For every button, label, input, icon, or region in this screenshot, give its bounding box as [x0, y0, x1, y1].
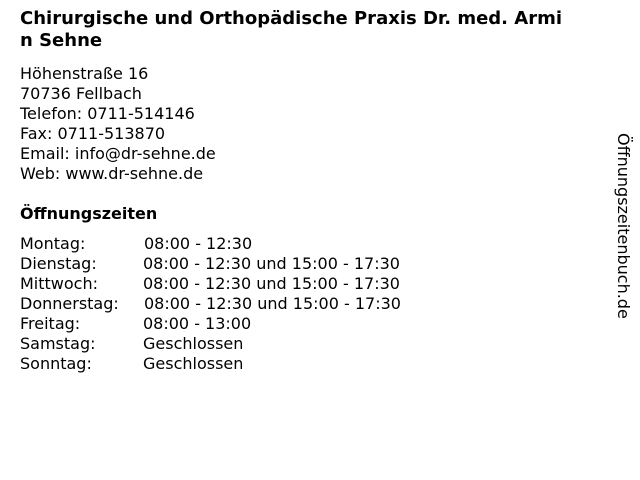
hours-row-saturday: [20, 334, 401, 354]
email: Email: info@dr-sehne.de: [20, 144, 216, 163]
time-value: 08:00 - 12:30: [144, 234, 253, 253]
hours-row-monday: [20, 234, 401, 254]
time-value: Geschlossen: [143, 334, 244, 353]
hours-row-wednesday: [20, 274, 401, 294]
day-label: Samstag:: [20, 334, 96, 353]
hours-row-friday: [20, 314, 401, 334]
hours-row-tuesday: [20, 254, 401, 274]
website: Web: www.dr-sehne.de: [20, 164, 204, 183]
hours-table: [20, 234, 401, 374]
day-label: Sonntag:: [20, 354, 92, 373]
time-value: 08:00 - 13:00: [143, 314, 252, 333]
time-value: 08:00 - 12:30 und 15:00 - 17:30: [143, 274, 400, 293]
phone: Telefon: 0711-514146: [20, 104, 195, 123]
practice-name: Chirurgische und Orthopädische Praxis Dr. med. Armin Sehne: [20, 8, 563, 51]
time-value: Geschlossen: [143, 354, 244, 373]
day-label: Dienstag:: [20, 254, 97, 273]
address-block: [20, 64, 216, 184]
time-value: 08:00 - 12:30 und 15:00 - 17:30: [144, 294, 401, 313]
time-value: 08:00 - 12:30 und 15:00 - 17:30: [143, 254, 400, 273]
day-label: Montag:: [20, 234, 86, 253]
day-label: Donnerstag:: [20, 294, 119, 313]
hours-heading: Öffnungszeiten: [20, 204, 158, 223]
hours-row-thursday: [20, 294, 401, 314]
day-label: Freitag:: [20, 314, 81, 333]
fax: Fax: 0711-513870: [20, 124, 166, 143]
city: 70736 Fellbach: [20, 84, 142, 103]
hours-row-sunday: [20, 354, 401, 374]
watermark-label: Öffnungszeitenbuch.de: [614, 133, 633, 319]
day-label: Mittwoch:: [20, 274, 98, 293]
street: Höhenstraße 16: [20, 64, 149, 83]
